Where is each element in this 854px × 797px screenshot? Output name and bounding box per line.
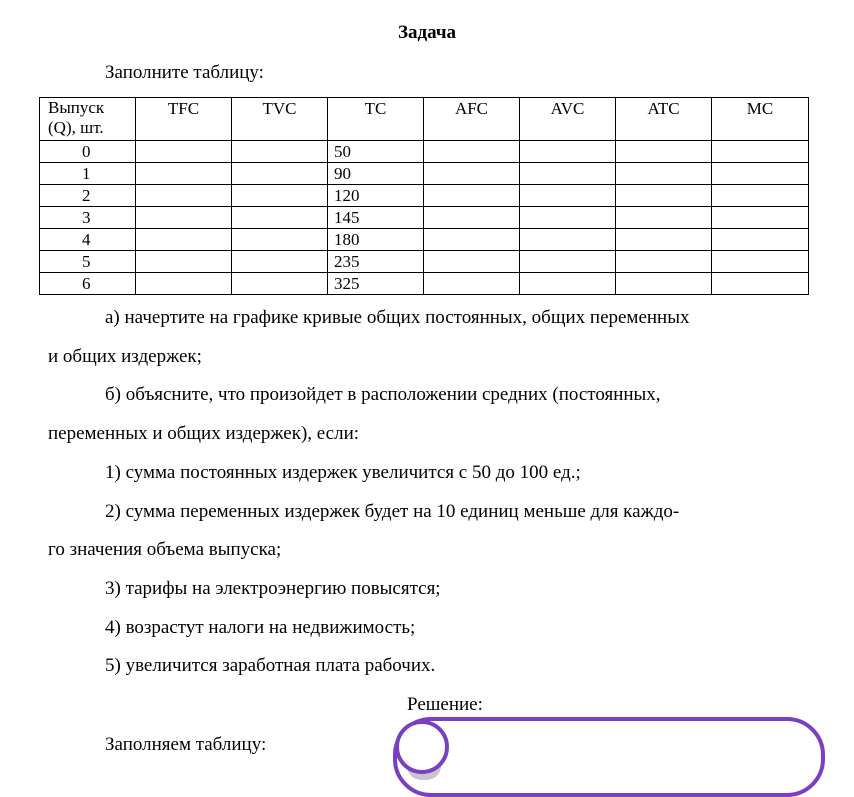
cell-avc: [520, 251, 616, 273]
cell-tc: 235: [328, 251, 424, 273]
cell-avc: [520, 141, 616, 163]
header-atc: ATC: [616, 98, 712, 141]
cell-tc: 50: [328, 141, 424, 163]
cost-table: [39, 97, 809, 295]
cell-atc: [616, 141, 712, 163]
cell-tfc: [136, 229, 232, 251]
cell-tfc: [136, 141, 232, 163]
item-5: 5) увеличится заработная плата рабочих.: [105, 655, 436, 676]
cell-afc: [424, 185, 520, 207]
table-row: [40, 251, 809, 273]
cell-mc: [712, 141, 809, 163]
table-row: [40, 273, 809, 295]
cell-tc: 90: [328, 163, 424, 185]
item-2-line1: 2) сумма переменных издержек будет на 10 единиц меньше для каждо-: [105, 501, 680, 522]
cell-avc: [520, 207, 616, 229]
cell-q: 6: [40, 273, 136, 295]
paragraph-a-line1: а) начертите на графике кривые общих постоянных, общих переменных: [105, 307, 690, 328]
cell-atc: [616, 251, 712, 273]
cell-tfc: [136, 185, 232, 207]
item-1: 1) сумма постоянных издержек увеличится с 50 до 100 ед.;: [105, 462, 581, 483]
cell-avc: [520, 273, 616, 295]
cell-avc: [520, 163, 616, 185]
cell-mc: [712, 251, 809, 273]
cell-q: 5: [40, 251, 136, 273]
cell-tc: 325: [328, 273, 424, 295]
header-output-line1: Выпуск: [48, 98, 105, 117]
cell-afc: [424, 229, 520, 251]
cell-atc: [616, 207, 712, 229]
cell-tfc: [136, 163, 232, 185]
cell-tc: 145: [328, 207, 424, 229]
header-tvc: TVC: [232, 98, 328, 141]
cell-tvc: [232, 141, 328, 163]
header-tfc: TFC: [136, 98, 232, 141]
header-tc: TC: [328, 98, 424, 141]
instruction-text: Заполните таблицу:: [105, 62, 264, 83]
paragraph-b-line2: переменных и общих издержек), если:: [48, 423, 360, 444]
cell-mc: [712, 163, 809, 185]
task-title: Задача: [397, 22, 457, 43]
fill-table-label: Заполняем таблицу:: [105, 734, 267, 755]
cell-tfc: [136, 207, 232, 229]
table-header-row: [40, 98, 809, 141]
cell-q: 0: [40, 141, 136, 163]
cell-afc: [424, 251, 520, 273]
cell-tvc: [232, 163, 328, 185]
cell-q: 2: [40, 185, 136, 207]
paragraph-a-line2: и общих издержек;: [48, 346, 202, 367]
header-avc: AVC: [520, 98, 616, 141]
cell-mc: [712, 185, 809, 207]
cell-avc: [520, 229, 616, 251]
table-row: [40, 229, 809, 251]
cell-atc: [616, 229, 712, 251]
cell-avc: [520, 185, 616, 207]
cell-tc: 180: [328, 229, 424, 251]
cell-tvc: [232, 273, 328, 295]
table-row: [40, 185, 809, 207]
overlay-handle[interactable]: [395, 720, 449, 774]
item-3: 3) тарифы на электроэнергию повысятся;: [105, 578, 441, 599]
solution-heading: Решение:: [407, 694, 483, 715]
cell-q: 4: [40, 229, 136, 251]
cell-tfc: [136, 273, 232, 295]
cell-tvc: [232, 207, 328, 229]
cell-tvc: [232, 251, 328, 273]
cell-afc: [424, 207, 520, 229]
cell-atc: [616, 185, 712, 207]
cell-mc: [712, 273, 809, 295]
cell-mc: [712, 207, 809, 229]
cell-tvc: [232, 185, 328, 207]
header-output-line2: (Q), шт.: [48, 118, 104, 137]
highlight-outline: [393, 717, 825, 797]
cell-q: 1: [40, 163, 136, 185]
cell-tvc: [232, 229, 328, 251]
cell-atc: [616, 273, 712, 295]
cell-afc: [424, 273, 520, 295]
cell-q: 3: [40, 207, 136, 229]
cell-tc: 120: [328, 185, 424, 207]
cell-atc: [616, 163, 712, 185]
cell-tfc: [136, 251, 232, 273]
item-4: 4) возрастут налоги на недвижимость;: [105, 617, 416, 638]
item-2-line2: го значения объема выпуска;: [48, 539, 282, 560]
cell-afc: [424, 141, 520, 163]
header-mc: MC: [712, 98, 809, 141]
header-output: [40, 98, 136, 141]
table-row: [40, 207, 809, 229]
cell-mc: [712, 229, 809, 251]
table-row: [40, 141, 809, 163]
cell-afc: [424, 163, 520, 185]
paragraph-b-line1: б) объясните, что произойдет в расположении средних (постоянных,: [105, 384, 661, 405]
table-row: [40, 163, 809, 185]
header-afc: AFC: [424, 98, 520, 141]
